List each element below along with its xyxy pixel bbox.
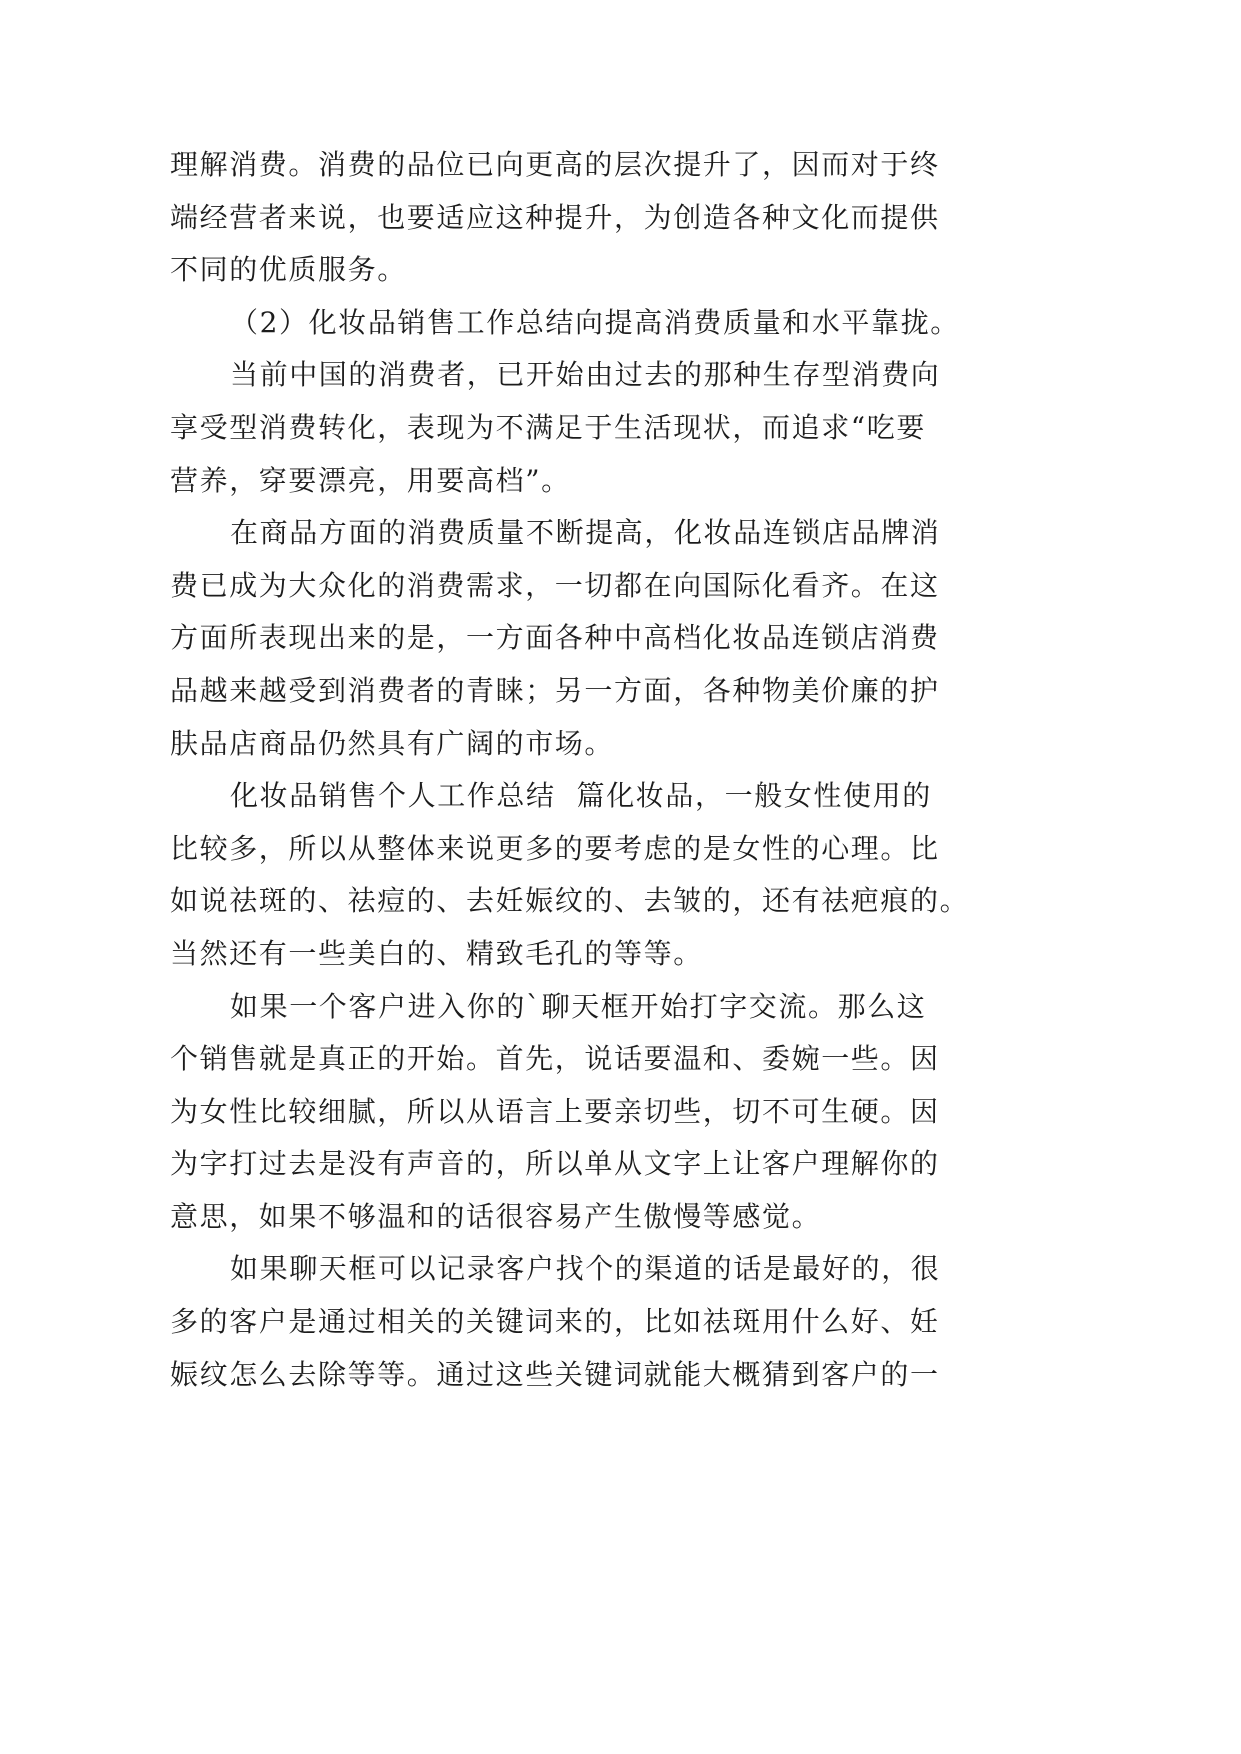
body-text [170, 139, 990, 1401]
text-line: 个销售就是真正的开始。首先，说话要温和、委婉一些。因 [170, 1042, 940, 1076]
paragraph [170, 1243, 990, 1401]
text-line: 端经营者来说，也要适应这种提升，为创造各种文化而提供 [170, 200, 940, 234]
text-line: 如说祛斑的、祛痘的、去妊娠纹的、去皱的，还有祛疤痕的。 [170, 884, 970, 918]
text-line: 品越来越受到消费者的青睐；另一方面，各种物美价廉的护 [170, 673, 940, 707]
paragraph-subheading [170, 297, 990, 350]
paragraph [170, 507, 990, 770]
text-line: 多的客户是通过相关的关键词来的，比如祛斑用什么好、妊 [170, 1305, 940, 1339]
text-line: 娠纹怎么去除等等。通过这些关键词就能大概猜到客户的一 [170, 1357, 940, 1391]
text-line: 营养，穿要漂亮，用要高档”。 [170, 463, 571, 497]
text-line: 当然还有一些美白的、精致毛孔的等等。 [170, 936, 703, 970]
paragraph [170, 349, 990, 507]
text-line: 享受型消费转化，表现为不满足于生活现状，而追求“吃要 [170, 410, 926, 444]
text-line: 为字打过去是没有声音的，所以单从文字上让客户理解你的 [170, 1147, 940, 1181]
text-line: 为女性比较细腻，所以从语言上要亲切些，切不可生硬。因 [170, 1094, 940, 1128]
text-line: 意思，如果不够温和的话很容易产生傲慢等感觉。 [170, 1199, 822, 1233]
text-line: 如果一个客户进入你的`聊天框开始打字交流。那么这 [230, 989, 927, 1023]
paragraph [170, 770, 990, 980]
text-line: （2）化妆品销售工作总结向提高消费质量和水平靠拢。 [230, 305, 960, 339]
text-line: 方面所表现出来的是，一方面各种中高档化妆品连锁店消费 [170, 621, 940, 655]
text-line: 比较多，所以从整体来说更多的要考虑的是女性的心理。比 [170, 831, 940, 865]
text-line: 化妆品销售个人工作总结 篇化妆品，一般女性使用的 [230, 779, 932, 813]
text-line: 当前中国的消费者，已开始由过去的那种生存型消费向 [230, 358, 941, 392]
text-line: 肤品店商品仍然具有广阔的市场。 [170, 726, 615, 760]
text-line: 费已成为大众化的消费需求，一切都在向国际化看齐。在这 [170, 568, 940, 602]
text-line: 如果聊天框可以记录客户找个的渠道的话是最好的，很 [230, 1252, 941, 1286]
text-line: 理解消费。消费的品位已向更高的层次提升了，因而对于终 [170, 148, 940, 181]
text-line: 不同的优质服务。 [170, 253, 407, 287]
paragraph-continued [170, 139, 990, 297]
text-line: 在商品方面的消费质量不断提高，化妆品连锁店品牌消 [230, 516, 941, 550]
paragraph [170, 981, 990, 1244]
